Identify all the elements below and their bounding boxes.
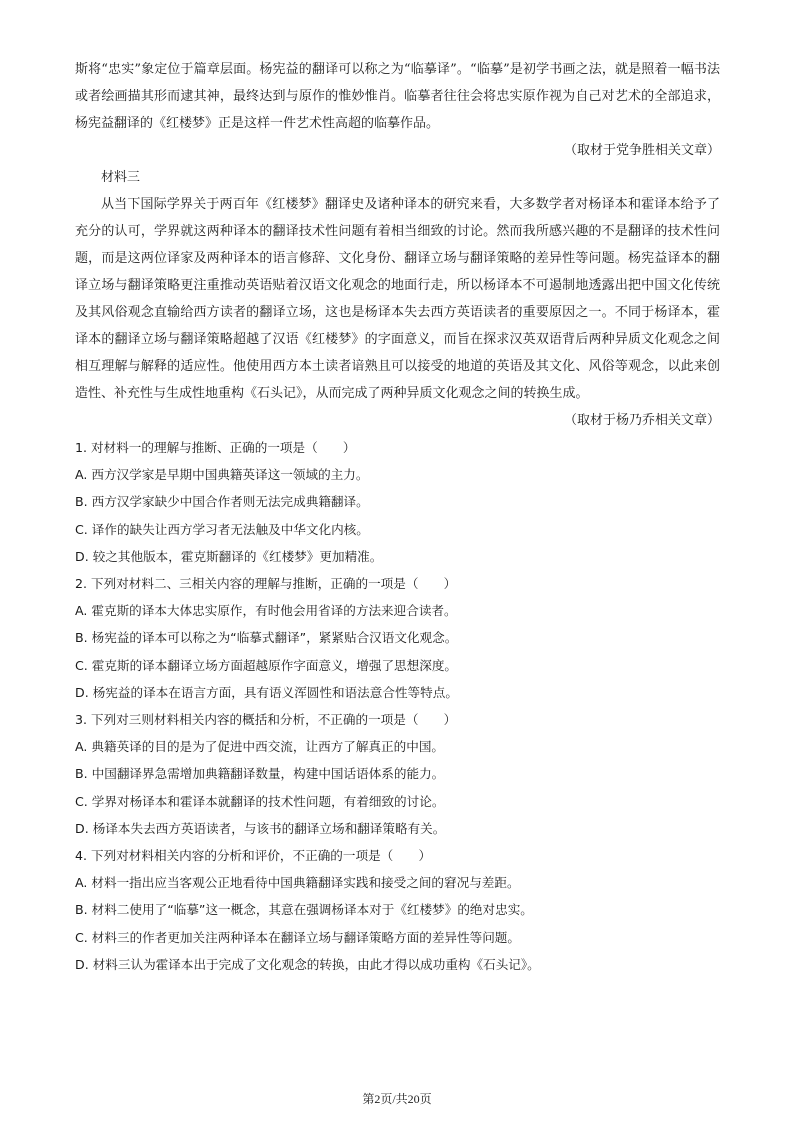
option-a: A. 霍克斯的译本大体忠实原作，有时他会用省译的方法来迎合读者。: [75, 603, 457, 619]
question-stem: 1. 对材料一的理解与推断、正确的一项是（ ）: [75, 440, 356, 455]
option-b: B. 杨宪益的译本可以称之为“临摹式翻译”，紧紧贴合汉语文化观念。: [75, 630, 458, 646]
option-b: B. 西方汉学家缺少中国合作者则无法完成典籍翻译。: [75, 494, 369, 510]
option-c: C. 材料三的作者更加关注两种译本在翻译立场与翻译策略方面的差异性等问题。: [75, 929, 520, 945]
option-a: A. 西方汉学家是早期中国典籍英译这一领域的主力。: [75, 467, 369, 483]
option-d: D. 较之其他版本，霍克斯翻译的《红楼梦》更加精准。: [75, 548, 383, 564]
question-stem: 3. 下列对三则材料相关内容的概括和分析，不正确的一项是（ ）: [75, 712, 457, 728]
material2-source: （取材于党争胜相关文章）: [563, 143, 720, 158]
option-c: C. 译作的缺失让西方学习者无法触及中华文化内核。: [75, 521, 369, 537]
material3-body: 从当下国际学界关于两百年《红楼梦》翻译史及诸种译本的研究来看，大多数学者对杨译本和霍译本给予了充分的认可，学界就这两种译本的翻译技术性问题有着相当细致的讨论。然而我所感兴趣的不是翻译的技术性问题，而是这两位译家及两种译本的语言修辞、文化身份、翻译立场与翻译策略的差异性等问题。杨宪益译本的翻译立场与翻译策略更注重推动英语贴着汉语文化观念的地面行走，所以杨译本不可遏制地透露出把中国文化传统及其风俗观念直输给西方读者的翻译立场，这也是杨译本失去西方英语读者的重要原因之一。不同于杨译本，霍译本的翻译立场与翻译策略超越了汉语《红楼梦》的字面意义，而旨在探求汉英双语背后两种异质文化观念之间相互理解与解释的适应性。他使用西方本土读者谙熟且可以接受的地道的英语及其文化、风俗等观念，以此来创造性、补充性与生成性地重构《石头记》，从而完成了两种异质文化观念之间的转换生成。: [75, 197, 720, 401]
page-content: [75, 56, 720, 978]
option-d: D. 杨宪益的译本在语言方面，具有语义浑圆性和语法意合性等特点。: [75, 684, 458, 700]
option-a: A. 典籍英译的目的是为了促进中西交流，让西方了解真正的中国。: [75, 739, 445, 755]
option-a: A. 材料一指出应当客观公正地看待中国典籍翻译实践和接受之间的窘况与差距。: [75, 875, 520, 891]
material3-source: （取材于杨乃乔相关文章）: [563, 413, 720, 428]
option-c: C. 霍克斯的译本翻译立场方面超越原作字面意义，增强了思想深度。: [75, 657, 458, 673]
question-1: [75, 434, 720, 570]
option-d: D. 杨译本失去西方英语读者，与该书的翻译立场和翻译策略有关。: [75, 820, 446, 836]
question-2: [75, 570, 720, 706]
option-b: B. 材料二使用了“临摹”这一概念，其意在强调杨译本对于《红楼梦》的绝对忠实。: [75, 902, 533, 918]
question-stem: 4. 下列对材料相关内容的分析和评价，不正确的一项是（ ）: [75, 848, 432, 864]
page-footer: 第2页/共20页: [362, 1092, 432, 1106]
material2-tail: 斯将“忠实”象定位于篇章层面。杨宪益的翻译可以称之为“临摹译”。“临摹”是初学书画之法，就是照着一幅书法或者绘画描其形而逮其神，最终达到与原作的惟妙惟肖。临摹者往往会将忠实原作视为自己对艺术的全部追求，杨宪益翻译的《红楼梦》正是这样一件艺术性高超的临摹作品。: [75, 62, 720, 131]
question-4: [75, 842, 720, 978]
material3-title: 材料三: [101, 170, 141, 185]
question-stem: 2. 下列对材料二、三相关内容的理解与推断，正确的一项是（ ）: [75, 576, 457, 592]
option-d: D. 材料三认为霍译本出于完成了文化观念的转换，由此才得以成功重构《石头记》。: [75, 956, 540, 972]
option-b: B. 中国翻译界急需增加典籍翻译数量，构建中国话语体系的能力。: [75, 766, 445, 782]
option-c: C. 学界对杨译本和霍译本就翻译的技术性问题，有着细致的讨论。: [75, 793, 445, 809]
question-3: [75, 706, 720, 842]
